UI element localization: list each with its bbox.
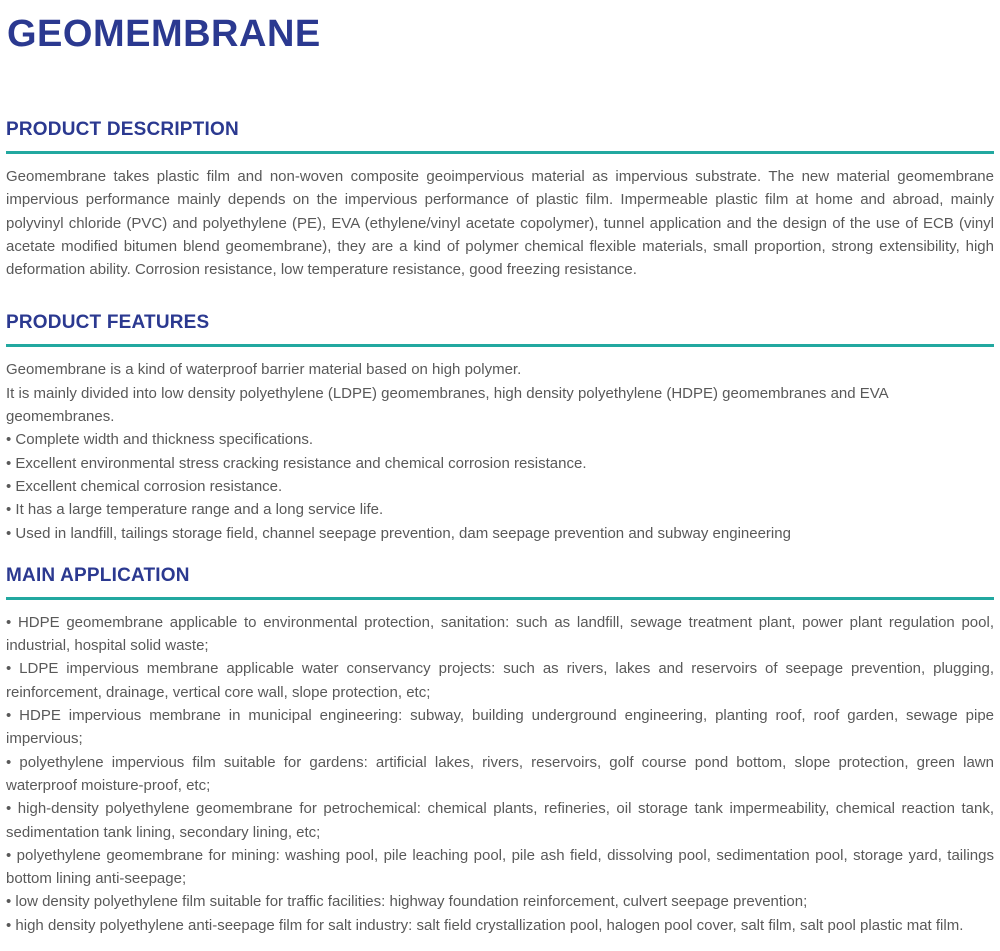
product-features-heading: PRODUCT FEATURES bbox=[6, 312, 210, 334]
section-divider-rule bbox=[6, 151, 994, 154]
application-item: • high-density polyethylene geomembrane for petrochemical: chemical plants, refineries, oil storage tank impermeability, chemical reaction tank, sedimentation tank lining, secondary lining, etc; bbox=[6, 800, 994, 841]
page-title: GEOMEMBRANE bbox=[7, 13, 321, 55]
application-item: • LDPE impervious membrane applicable water conservancy projects: such as rivers, lakes and reservoirs of seepage prevention, plugging, reinforcement, drainage, vertical core wall, slope protection, etc; bbox=[6, 660, 994, 701]
application-item: • polyethylene impervious film suitable for gardens: artificial lakes, rivers, reservoirs, golf course pond bottom, slope protection, green lawn waterproof moisture-proof, etc; bbox=[6, 753, 994, 794]
section-product-features bbox=[6, 311, 994, 544]
application-item: • polyethylene geomembrane for mining: washing pool, pile leaching pool, pile ash field, dissolving pool, sedimentation pool, storage yard, tailings bottom lining anti-seepage; bbox=[6, 846, 994, 888]
feature-line: • Excellent chemical corrosion resistance. bbox=[6, 477, 283, 495]
application-item: • high density polyethylene anti-seepage film for salt industry: salt field crystallization pool, halogen pool cover, salt film, salt pool plastic mat film. bbox=[6, 916, 964, 934]
feature-line: It is mainly divided into low density polyethylene (LDPE) geomembranes, high density polyethylene (HDPE) geomembranes and EVA geomembranes. bbox=[6, 384, 888, 426]
feature-line: • It has a large temperature range and a long service life. bbox=[6, 501, 384, 519]
section-main-application bbox=[6, 564, 994, 937]
product-description-paragraph: Geomembrane takes plastic film and non-woven composite geoimpervious material as impervious substrate. The new material geomembrane impervious performance mainly depends on the impervious performance of plastic film. Impermeable plastic film at home and abroad, mainly polyvinyl chloride (PVC) and polyethylene (PE), EVA (ethylene/vinyl acetate copolymer), tunnel application and the design of the use of ECB (vinyl acetate modified bitumen blend geomembrane), they are a kind of polymer chemical flexible materials, small proportion, strong extensibility, high deformation ability. Corrosion resistance, low temperature resistance, good freezing resistance. bbox=[6, 168, 994, 279]
product-description-heading: PRODUCT DESCRIPTION bbox=[6, 119, 239, 140]
feature-line: • Complete width and thickness specifications. bbox=[6, 431, 314, 449]
product-features-list bbox=[6, 358, 994, 544]
main-application-heading: MAIN APPLICATION bbox=[6, 564, 190, 586]
section-divider-rule bbox=[6, 344, 994, 347]
feature-line: • Excellent environmental stress cracking resistance and chemical corrosion resistance. bbox=[6, 454, 587, 472]
section-divider-rule bbox=[6, 597, 994, 600]
feature-line: • Used in landfill, tailings storage field, channel seepage prevention, dam seepage prevention and subway engineering bbox=[6, 524, 791, 542]
product-page bbox=[0, 12, 1000, 951]
application-item: • HDPE impervious membrane in municipal engineering: subway, building underground engineering, planting roof, roof garden, sewage pipe impervious; bbox=[6, 707, 994, 748]
main-application-list bbox=[6, 611, 994, 937]
application-item: • low density polyethylene film suitable for traffic facilities: highway foundation reinforcement, culvert seepage prevention; bbox=[6, 893, 808, 911]
application-item: • HDPE geomembrane applicable to environmental protection, sanitation: such as landfill, sewage treatment plant, power plant regulation pool, industrial, hospital solid waste; bbox=[6, 613, 994, 655]
section-product-description bbox=[6, 118, 994, 281]
feature-line: Geomembrane is a kind of waterproof barrier material based on high polymer. bbox=[6, 361, 522, 379]
